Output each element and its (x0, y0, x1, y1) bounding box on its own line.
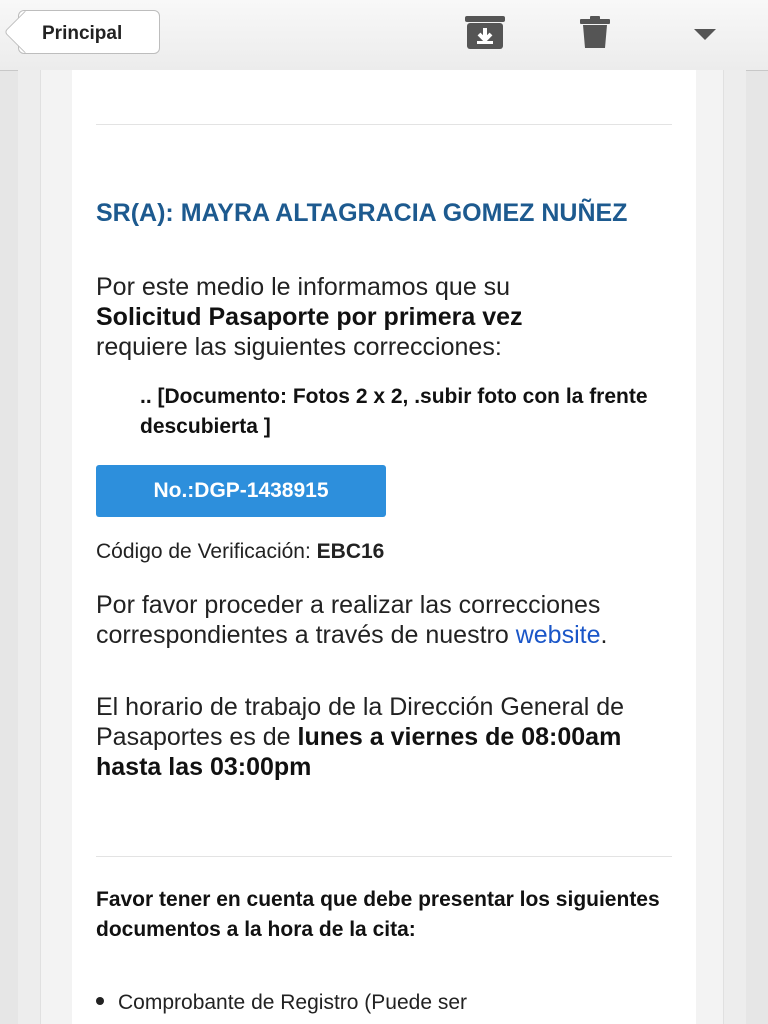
intro-text-2: requiere las siguientes correcciones: (96, 333, 502, 361)
hours-paragraph (96, 692, 676, 782)
back-button[interactable] (18, 10, 160, 54)
proceed-end: . (600, 621, 608, 649)
trash-icon[interactable] (580, 16, 610, 53)
intro-text-1: Por este medio le informamos que su (96, 273, 511, 301)
proceed-paragraph (96, 590, 676, 650)
archive-icon[interactable] (465, 16, 505, 55)
bullet-icon (96, 997, 104, 1005)
correction-item: .. [Documento: Fotos 2 x 2, .subir foto con la frente descubierta ] (140, 385, 648, 438)
request-number-button[interactable]: No.:DGP-1438915 (96, 465, 386, 517)
list-item (96, 988, 676, 1018)
divider (96, 124, 672, 125)
hours-text: El horario de trabajo de la Dirección General de Pasaportes es de (96, 693, 625, 751)
toolbar (0, 0, 768, 71)
back-button-label: Principal (42, 23, 123, 44)
email-body (72, 70, 696, 1024)
verification-code-value: EBC16 (316, 540, 385, 563)
verification-code (96, 540, 384, 564)
proceed-text: Por favor proceder a realizar las correcciones correspondientes a través de nuestro (96, 591, 601, 649)
documents-note: Favor tener en cuenta que debe presentar los siguientes documentos a la hora de la cita: (96, 888, 660, 941)
recipient-heading: SR(A): MAYRA ALTAGRACIA GOMEZ NUÑEZ (96, 199, 628, 227)
website-link[interactable]: website (515, 621, 601, 649)
verification-code-label: Código de Verificación: (96, 540, 317, 563)
intro-paragraph (96, 272, 676, 362)
divider (96, 856, 672, 857)
chevron-down-icon[interactable] (694, 28, 716, 46)
hours-bold: lunes a viernes de 08:00am hasta las 03:00pm (96, 723, 622, 781)
list-item-text: Comprobante de Registro (Puede ser (118, 991, 468, 1014)
intro-bold: Solicitud Pasaporte por primera vez (96, 303, 523, 331)
